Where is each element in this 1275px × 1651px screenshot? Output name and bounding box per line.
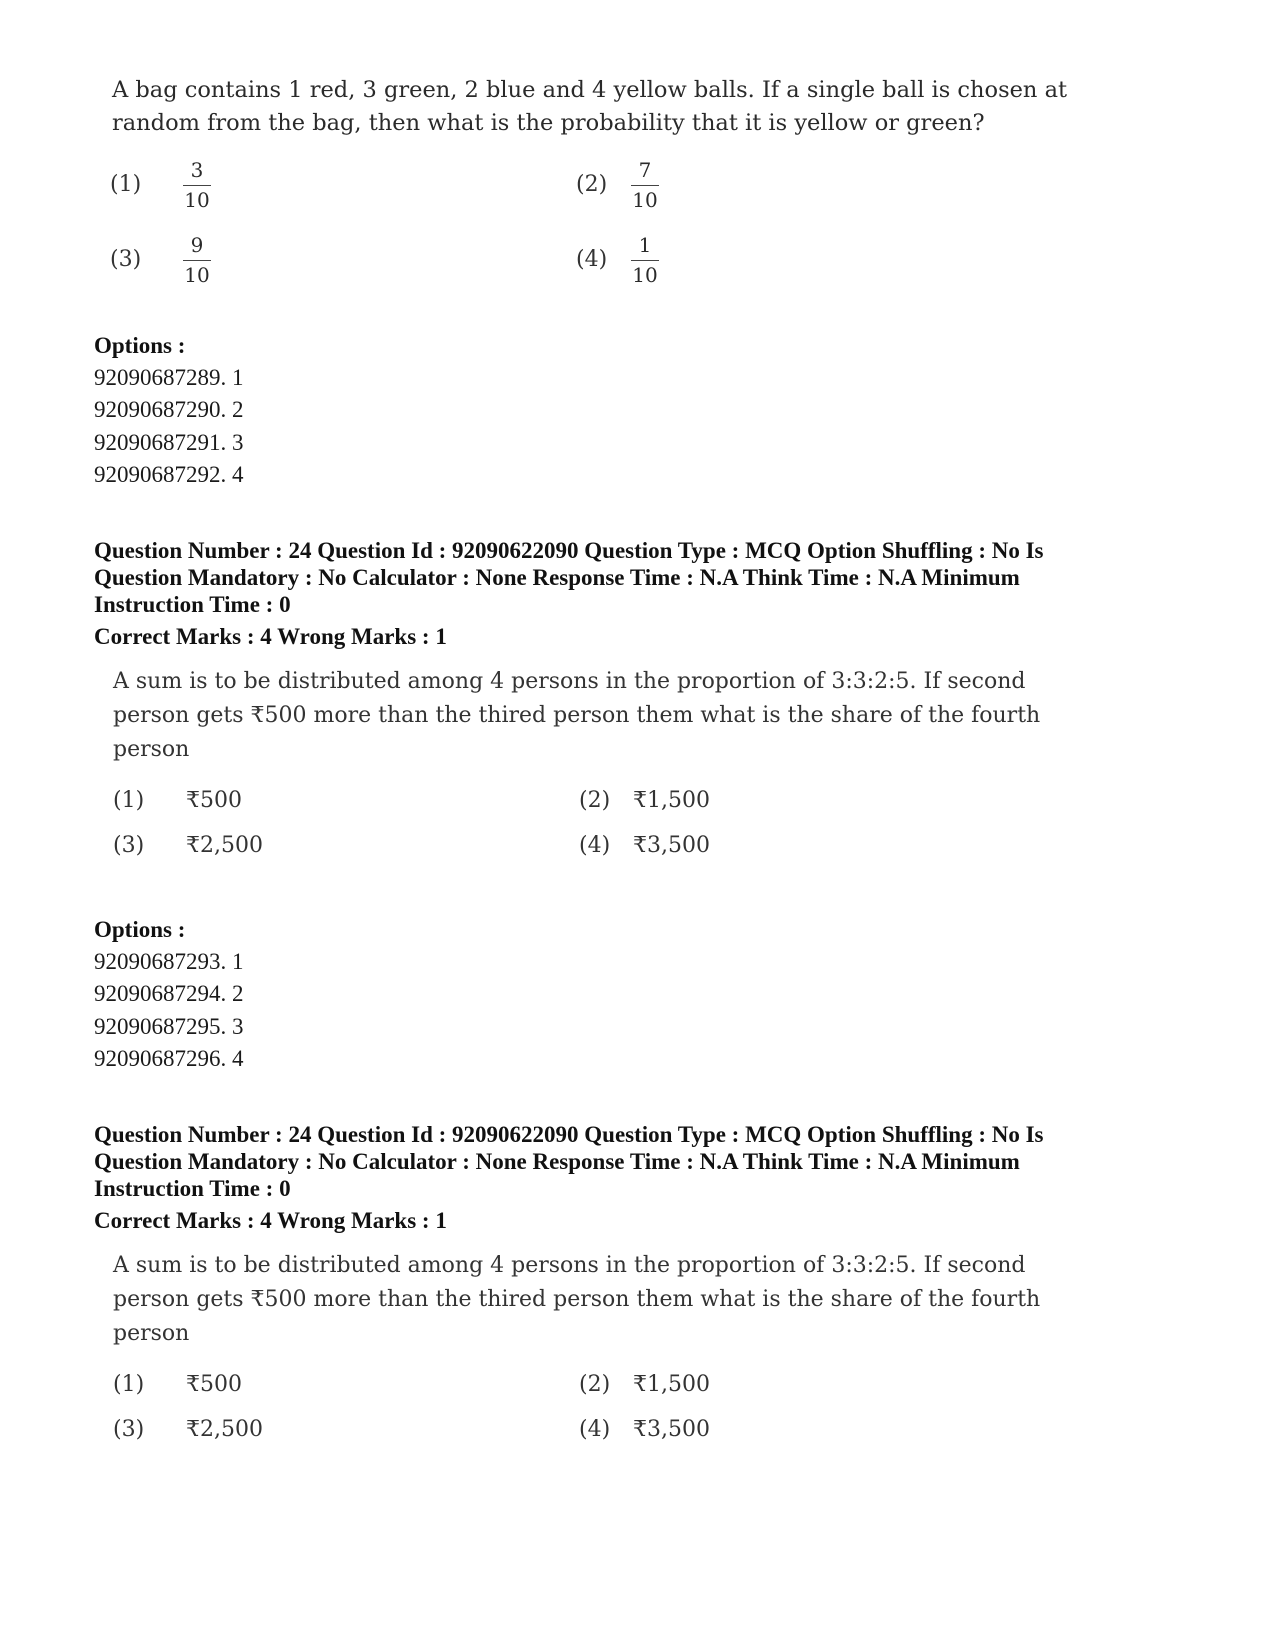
question-24-text-line-2: person gets ₹500 more than the thired person them what is the share of the fourth <box>113 703 1041 728</box>
question-meta-line-3: Instruction Time : 0 <box>94 1176 291 1201</box>
choice-value-2: ₹1,500 <box>633 788 710 813</box>
question-meta-line-3: Instruction Time : 0 <box>94 592 291 617</box>
choice-value-4: ₹3,500 <box>633 1417 710 1442</box>
choice-label-2: (2) <box>579 788 611 813</box>
choice-label-1: (1) <box>110 172 142 197</box>
question-24-text-line-3: person <box>113 737 190 762</box>
option-id-2: 92090687290. 2 <box>94 397 244 422</box>
question-meta-line-2: Question Mandatory : No Calculator : None Response Time : N.A Think Time : N.A Minimum <box>94 565 1020 590</box>
choice-fraction-3 <box>177 233 217 287</box>
options-heading: Options : <box>94 917 186 942</box>
choice-label-1: (1) <box>113 1372 145 1397</box>
fraction-bar <box>631 260 659 261</box>
choice-fraction-1 <box>177 158 217 212</box>
marks-line: Correct Marks : 4 Wrong Marks : 1 <box>94 624 447 649</box>
choice-value-3: ₹2,500 <box>186 1417 263 1442</box>
option-id-2: 92090687294. 2 <box>94 981 244 1006</box>
question-24-text-line-1: A sum is to be distributed among 4 persons in the proportion of 3:3:2:5. If second <box>113 1253 1026 1278</box>
choice-label-3: (3) <box>110 247 142 272</box>
question-24-text-line-1: A sum is to be distributed among 4 persons in the proportion of 3:3:2:5. If second <box>113 669 1026 694</box>
option-id-3: 92090687295. 3 <box>94 1014 244 1039</box>
option-id-4: 92090687296. 4 <box>94 1046 244 1071</box>
choice-label-4: (4) <box>579 833 611 858</box>
fraction-numerator: 7 <box>638 158 652 182</box>
choice-value-3: ₹2,500 <box>186 833 263 858</box>
options-heading: Options : <box>94 333 186 358</box>
choice-value-1: ₹500 <box>186 788 242 813</box>
question-24-text-line-2: person gets ₹500 more than the thired person them what is the share of the fourth <box>113 1287 1041 1312</box>
fraction-numerator: 3 <box>190 158 204 182</box>
choice-value-1: ₹500 <box>186 1372 242 1397</box>
choice-label-2: (2) <box>579 1372 611 1397</box>
choice-label-2: (2) <box>576 172 608 197</box>
question-23-text: A bag contains 1 red, 3 green, 2 blue and 4 yellow balls. If a single ball is chosen at random from the bag, then what is the probability that it is yellow or green? <box>112 77 1068 136</box>
option-id-1: 92090687293. 1 <box>94 949 244 974</box>
question-meta-line-1: Question Number : 24 Question Id : 92090622090 Question Type : MCQ Option Shuffling : No Is <box>94 1122 1044 1147</box>
option-id-3: 92090687291. 3 <box>94 430 244 455</box>
question-meta-line-1: Question Number : 24 Question Id : 92090622090 Question Type : MCQ Option Shuffling : No Is <box>94 538 1044 563</box>
choice-label-4: (4) <box>576 247 608 272</box>
choice-label-1: (1) <box>113 788 145 813</box>
choice-label-3: (3) <box>113 833 145 858</box>
fraction-bar <box>183 260 211 261</box>
option-id-1: 92090687289. 1 <box>94 365 244 390</box>
fraction-numerator: 1 <box>638 233 652 257</box>
fraction-denominator: 10 <box>184 263 210 287</box>
question-24-text-line-3: person <box>113 1321 190 1346</box>
fraction-bar <box>183 185 211 186</box>
choice-label-4: (4) <box>579 1417 611 1442</box>
fraction-denominator: 10 <box>632 188 658 212</box>
marks-line: Correct Marks : 4 Wrong Marks : 1 <box>94 1208 447 1233</box>
choice-value-4: ₹3,500 <box>633 833 710 858</box>
choice-fraction-4 <box>625 233 665 287</box>
fraction-bar <box>631 185 659 186</box>
fraction-numerator: 9 <box>190 233 204 257</box>
question-meta-line-2: Question Mandatory : No Calculator : None Response Time : N.A Think Time : N.A Minimum <box>94 1149 1020 1174</box>
option-id-4: 92090687292. 4 <box>94 462 244 487</box>
choice-fraction-2 <box>625 158 665 212</box>
choice-label-3: (3) <box>113 1417 145 1442</box>
fraction-denominator: 10 <box>184 188 210 212</box>
choice-value-2: ₹1,500 <box>633 1372 710 1397</box>
fraction-denominator: 10 <box>632 263 658 287</box>
